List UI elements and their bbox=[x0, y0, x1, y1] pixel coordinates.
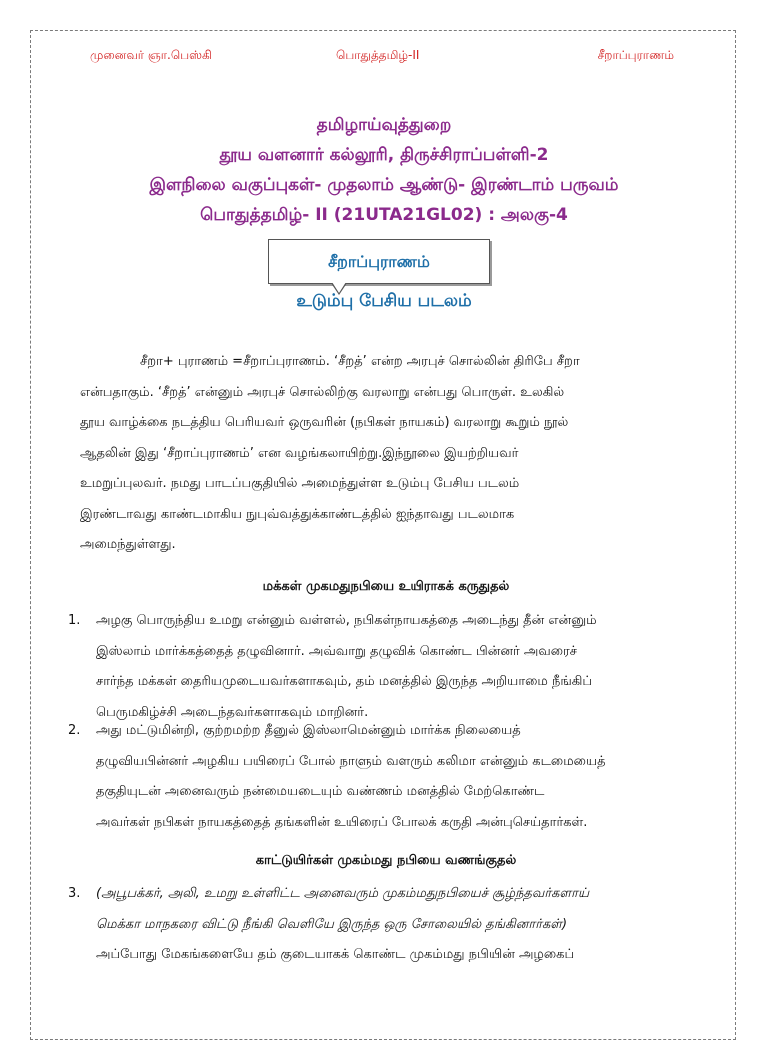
program-title: இளநிலை வகுப்புகள்- முதலாம் ஆண்டு- இரண்டாம் பருவம் bbox=[149, 175, 619, 195]
item-number: 2. bbox=[68, 723, 81, 738]
item-line: சார்ந்த மக்கள் தைரியமுடையவர்களாகவும், தம் மனத்தில் இருந்த அறியாமை நீங்கிப் bbox=[96, 674, 593, 689]
intro-line: ஆதலின் இது ‘சீறாப்புராணம்’ என வழங்கலாயிற்று.இந்நூலை இயற்றியவர் bbox=[80, 445, 519, 461]
callout-subtitle: உடும்பு பேசிய படலம் bbox=[296, 291, 472, 311]
item-body bbox=[96, 716, 696, 838]
item-line: தழுவியபின்னர் அழகிய பயிரைப் போல் நாளும் வளரும் கலிமா என்னும் கடமையைத் bbox=[96, 753, 606, 769]
item-line-italic: (அபூபக்கர், அலி, உமறு உள்ளிட்ட அனைவரும் முகம்மதுநபியைச் சூழ்ந்தவர்களாய் bbox=[96, 886, 590, 901]
section-heading: மக்கள் முகமதுநபியை உயிராகக் கருதுதல் bbox=[262, 579, 510, 594]
intro-line: என்பதாகும். ‘சீறத்’ என்னும் அரபுச் சொல்லிற்கு வரலாறு என்பது பொருள். உலகில் bbox=[80, 384, 565, 400]
item-line: அது மட்டுமின்றி, குற்றமற்ற தீனுல் இஸ்லாமென்னும் மார்க்க நிலையைத் bbox=[96, 723, 521, 738]
intro-paragraph bbox=[80, 347, 692, 561]
course-title: பொதுத்தமிழ்- II (21UTA21GL02) : அலகு-4 bbox=[200, 205, 568, 225]
item-line: அழகு பொருந்திய உமறு என்னும் வள்ளல், நபிகள்நாயகத்தை அடைந்து தீன் என்னும் bbox=[96, 613, 597, 628]
intro-line: தூய வாழ்க்கை நடத்திய பெரியவர் ஒருவரின் (நபிகள் நாயகம்) வரலாறு கூறும் நூல் bbox=[80, 415, 569, 430]
intro-line: உமறுப்புலவர். நமது பாடப்பகுதியில் அமைந்துள்ள உடும்பு பேசிய படலம் bbox=[80, 476, 520, 491]
department-title: தமிழாய்வுத்துறை bbox=[316, 115, 452, 135]
section-heading: காட்டுயிர்கள் முகம்மது நபியை வணங்குதல் bbox=[255, 853, 517, 868]
header-subject: பொதுத்தமிழ்-II bbox=[336, 48, 420, 62]
item-line-italic: மெக்கா மாநகரை விட்டு நீங்கி வெளியே இருந்த ஒரு சோலையில் தங்கினார்கள்) bbox=[96, 916, 568, 932]
item-line: பெருமகிழ்ச்சி அடைந்தவர்களாகவும் மாறினர். bbox=[96, 704, 369, 720]
item-line: அவர்கள் நபிகள் நாயகத்தைத் தங்களின் உயிரைப் போலக் கருதி அன்புசெய்தார்கள். bbox=[96, 814, 588, 830]
callout-box bbox=[268, 239, 490, 284]
header-topic: சீறாப்புராணம் bbox=[597, 48, 674, 62]
title-block bbox=[60, 110, 708, 230]
item-body bbox=[96, 879, 696, 971]
intro-line: அமைந்துள்ளது. bbox=[80, 537, 176, 552]
item-number: 3. bbox=[68, 886, 81, 901]
college-title: தூய வளனார் கல்லூரி, திருச்சிராப்பள்ளி-2 bbox=[219, 145, 549, 165]
item-body bbox=[96, 606, 696, 728]
header-author: ‪முனைவர் ஞா.பெஸ்கி bbox=[90, 48, 212, 62]
intro-line: இரண்டாவது காண்டமாகிய நுபுவ்வத்துக்காண்டத்தில் ஐந்தாவது படலமாக bbox=[80, 506, 515, 522]
page-header bbox=[90, 48, 674, 68]
item-line: இஸ்லாம் மார்க்கத்தைத் தழுவினார். அவ்வாறு தழுவிக் கொண்ட பின்னர் அவரைச் bbox=[96, 643, 577, 659]
item-number: 1. bbox=[68, 613, 81, 628]
callout-title: சீறாப்புராணம் bbox=[328, 252, 430, 271]
intro-line: சீறா+ புராணம் =சீறாப்புராணம். ‘சீறத்’ என்ற அரபுச் சொல்லின் திரிபே சீறா bbox=[140, 354, 580, 369]
item-line: அப்போது மேகங்களையே தம் குடையாகக் கொண்ட முகம்மது நபியின் அழகைப் bbox=[96, 947, 575, 962]
item-line: தகுதியுடன் அனைவரும் நன்மையடையும் வண்ணம் மனத்தில் மேற்கொண்ட bbox=[96, 784, 545, 799]
